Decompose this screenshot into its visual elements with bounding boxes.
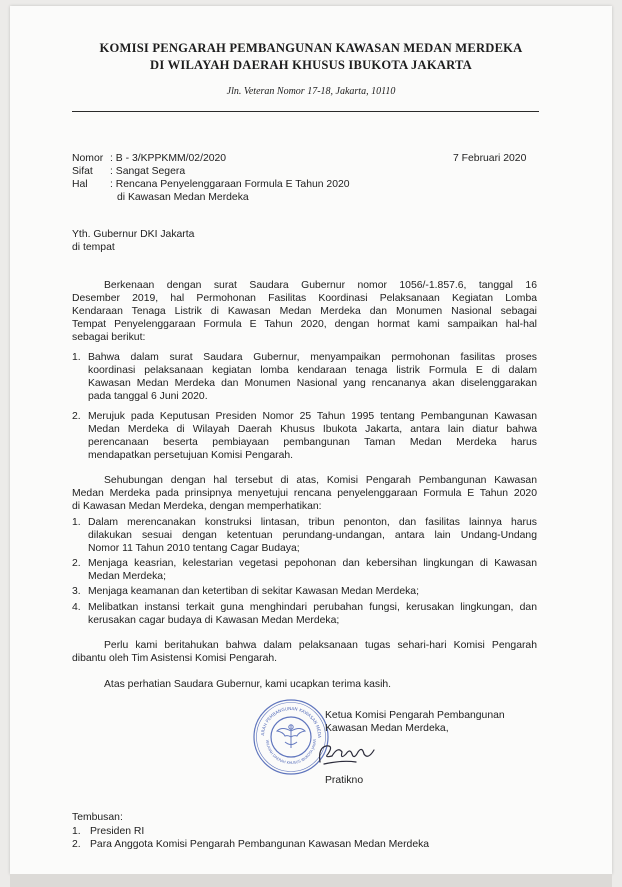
signature-title-line-1: Ketua Komisi Pengarah Pembangunan <box>325 710 505 721</box>
list2-item-line: kerusakan cagar budaya di Kawasan Medan Merdeka; <box>88 615 340 626</box>
list1-number: 1. <box>72 352 81 363</box>
letterhead-line-1: KOMISI PENGARAH PEMBANGUNAN KAWASAN MEDAN MERDEKA <box>99 41 523 55</box>
signatory-name: Pratikno <box>325 775 364 786</box>
hal-value-line-1: : Rencana Penyelenggaraan Formula E Tahun 2020 <box>110 179 350 190</box>
sifat-label: Sifat <box>72 166 93 177</box>
tembusan-number: 1. <box>72 826 81 837</box>
para3-line: Perlu kami beritahukan bahwa dalam pelaksanaan tugas sehari-hari Komisi Pengarah <box>104 640 537 651</box>
hal-label: Hal <box>72 179 88 190</box>
para1-line: Berkenaan dengan surat Saudara Gubernur nomor 1056/-1.857.6, tanggal 16 <box>104 280 537 291</box>
list1-item-line: perencanaan beserta pembiayaan pembangunan Taman Medan Merdeka harus <box>88 437 537 448</box>
recipient-line-2: di tempat <box>72 242 115 253</box>
list1-item-line: Merujuk pada Keputusan Presiden Nomor 25 Tahun 1995 tentang Pembangunan Kawasan <box>88 411 537 422</box>
sifat-value: : Sangat Segera <box>110 166 186 177</box>
list2-item-line: Menjaga keamanan dan ketertiban di sekitar Kawasan Medan Merdeka; <box>88 586 419 597</box>
list2-number: 3. <box>72 586 81 597</box>
tembusan-number: 2. <box>72 839 81 850</box>
list2-item-line: Menjaga keasrian, kelestarian vegetasi pepohonan dan kebersihan lingkungan di Kawasan <box>88 558 537 569</box>
list2-item-line: Medan Merdeka; <box>88 571 166 582</box>
handwritten-signature <box>312 740 378 768</box>
stamp-inner-text: WILAYAH DAERAH KHUSUS IBUKOTA JAKAR <box>264 739 318 766</box>
para2-line: Sehubungan dengan hal tersebut di atas, Komisi Pengarah Pembangunan Kawasan <box>104 475 537 486</box>
garuda-emblem-icon <box>277 725 305 748</box>
para1-line: Tempat Penyelenggaraan Formula E Tahun 2020, dengan hormat kami sampaikan hal-hal <box>72 319 537 330</box>
list1-item-line: pada tanggal 6 Juni 2020. <box>88 391 208 402</box>
closing-text: Atas perhatian Saudara Gubernur, kami ucapkan terima kasih. <box>104 679 392 690</box>
stamp-outer-text: ARAH PEMBANGUNAN KAWASAN MEDA <box>261 706 322 739</box>
list2-item-line: Melibatkan instansi terkait guna menghindari perubahan fungsi, kerusakan lingkungan, dan <box>88 602 537 613</box>
letterhead-address: Jln. Veteran Nomor 17-18, Jakarta, 10110 <box>226 86 396 97</box>
list2-number: 2. <box>72 558 81 569</box>
para1-line: sebagai berikut: <box>72 332 146 343</box>
list1-item-line: Kawasan Medan Merdeka dan Monumen Nasional yang rencananya akan diselenggarakan <box>88 378 537 389</box>
list1-item-line: koordinasi pelaksanaan kegiatan lomba kendaraan tenaga listrik Formula E di dalam <box>88 365 537 376</box>
para2-line: Medan Merdeka pada prinsipnya menyetujui rencana penyelenggaraan Formula E Tahun 2020 <box>72 488 537 499</box>
list1-item-line: Medan Merdeka di Wilayah Daerah Khusus Ibukota Jakarta, antara lain diatur bahwa <box>88 424 537 435</box>
list2-item-line: Dalam merencanakan konstruksi lintasan, tribun penonton, dan fasilitas lainnya harus <box>88 517 537 528</box>
para2-line: di Kawasan Medan Merdeka, dengan memperhatikan: <box>72 501 322 512</box>
nomor-value: : B - 3/KPPKMM/02/2020 <box>110 153 227 164</box>
para3-line: dibantu oleh Tim Asistensi Komisi Pengarah. <box>72 653 278 664</box>
tembusan-label: Tembusan: <box>72 812 123 823</box>
letterhead-rule <box>72 111 539 112</box>
para1-line: Kendaraan Tenaga Listrik di Kawasan Medan Merdeka dan Monumen Nasional sebagai <box>72 306 537 317</box>
letterhead-line-2: DI WILAYAH DAERAH KHUSUS IBUKOTA JAKARTA <box>150 58 472 72</box>
nomor-label: Nomor <box>72 153 104 164</box>
tembusan-item: Para Anggota Komisi Pengarah Pembangunan Kawasan Medan Merdeka <box>90 839 430 850</box>
recipient-line-1: Yth. Gubernur DKI Jakarta <box>72 229 195 240</box>
list2-item-line: dilakukan sesuai dengan ketentuan perundang-undangan, antara lain Undang-Undang <box>88 530 537 541</box>
hal-value-line-2: di Kawasan Medan Merdeka <box>117 192 249 203</box>
letter-date: 7 Februari 2020 <box>453 153 527 164</box>
list2-number: 1. <box>72 517 81 528</box>
para1-line: Desember 2019, hal Permohonan Fasilitas Koordinasi Pelaksanaan Kegiatan Lomba <box>72 293 537 304</box>
list2-number: 4. <box>72 602 81 613</box>
list1-item-line: Bahwa dalam surat Saudara Gubernur, menyampaikan permohonan fasilitas proses <box>88 352 537 363</box>
list1-item-line: mendapatkan persetujuan Komisi Pengarah. <box>88 450 294 461</box>
list2-item-line: Nomor 11 Tahun 2010 tentang Cagar Budaya; <box>88 543 300 554</box>
page-bottom-edge <box>10 874 612 887</box>
signature-title-line-2: Kawasan Medan Merdeka, <box>325 723 449 734</box>
list1-number: 2. <box>72 411 81 422</box>
tembusan-item: Presiden RI <box>90 826 145 837</box>
